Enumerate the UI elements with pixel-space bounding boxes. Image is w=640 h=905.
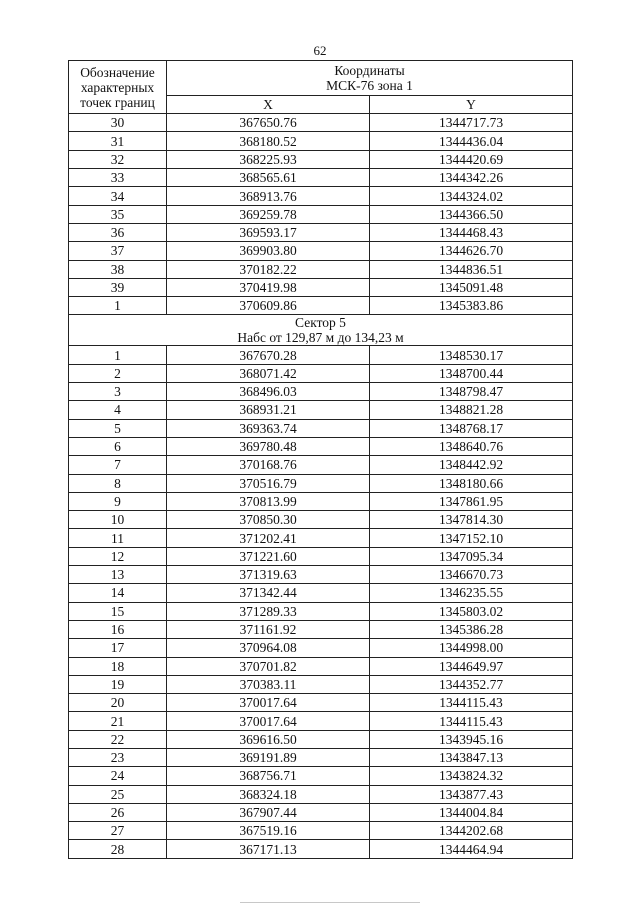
cell-y: 1346235.55 [370, 584, 573, 602]
cell-y: 1344626.70 [370, 242, 573, 260]
cell-point-id: 23 [69, 748, 167, 766]
header-x: X [167, 96, 370, 114]
header-designation [69, 61, 167, 114]
cell-y: 1345803.02 [370, 602, 573, 620]
cell-point-id: 32 [69, 150, 167, 168]
table-row [69, 602, 573, 620]
table-row [69, 278, 573, 296]
cell-x: 367519.16 [167, 822, 370, 840]
cell-x: 370168.76 [167, 456, 370, 474]
cell-x: 370701.82 [167, 657, 370, 675]
cell-point-id: 6 [69, 437, 167, 455]
cell-point-id: 24 [69, 767, 167, 785]
cell-y: 1343945.16 [370, 730, 573, 748]
table-row [69, 187, 573, 205]
table-row [69, 584, 573, 602]
table-row [69, 223, 573, 241]
cell-point-id: 11 [69, 529, 167, 547]
cell-point-id: 13 [69, 566, 167, 584]
table-row [69, 547, 573, 565]
cell-x: 369593.17 [167, 223, 370, 241]
cell-y: 1348821.28 [370, 401, 573, 419]
cell-x: 370017.64 [167, 694, 370, 712]
cell-y: 1344342.26 [370, 169, 573, 187]
table-row [69, 730, 573, 748]
cell-point-id: 1 [69, 297, 167, 315]
table-row [69, 492, 573, 510]
cell-x: 370383.11 [167, 675, 370, 693]
cell-x: 367670.28 [167, 346, 370, 364]
cell-point-id: 2 [69, 364, 167, 382]
cell-x: 369259.78 [167, 205, 370, 223]
cell-y: 1348442.92 [370, 456, 573, 474]
cell-point-id: 7 [69, 456, 167, 474]
cell-point-id: 22 [69, 730, 167, 748]
header-coordinates [167, 61, 573, 96]
cell-x: 369780.48 [167, 437, 370, 455]
cell-y: 1344649.97 [370, 657, 573, 675]
cell-point-id: 5 [69, 419, 167, 437]
cell-x: 371342.44 [167, 584, 370, 602]
cell-point-id: 33 [69, 169, 167, 187]
cell-point-id: 3 [69, 383, 167, 401]
cell-point-id: 14 [69, 584, 167, 602]
header-designation-line: Обозначение [80, 64, 155, 80]
table-row [69, 205, 573, 223]
table-row [69, 748, 573, 766]
header-y: Y [370, 96, 573, 114]
cell-point-id: 9 [69, 492, 167, 510]
cell-x: 368931.21 [167, 401, 370, 419]
cell-y: 1346670.73 [370, 566, 573, 584]
table-row [69, 803, 573, 821]
cell-point-id: 12 [69, 547, 167, 565]
table-row [69, 822, 573, 840]
cell-point-id: 25 [69, 785, 167, 803]
header-coords-title: Координаты [334, 63, 405, 78]
coordinates-table-body [69, 61, 573, 859]
cell-point-id: 27 [69, 822, 167, 840]
cell-x: 370017.64 [167, 712, 370, 730]
cell-y: 1343877.43 [370, 785, 573, 803]
table-row [69, 694, 573, 712]
cell-y: 1348798.47 [370, 383, 573, 401]
cell-y: 1344352.77 [370, 675, 573, 693]
cell-x: 368225.93 [167, 150, 370, 168]
table-row [69, 840, 573, 858]
cell-y: 1348180.66 [370, 474, 573, 492]
table-row [69, 657, 573, 675]
table-row [69, 675, 573, 693]
sector-height-range: Набс от 129,87 м до 134,23 м [237, 330, 404, 346]
table-header-row [69, 61, 573, 96]
cell-x: 369616.50 [167, 730, 370, 748]
table-row [69, 242, 573, 260]
table-row [69, 114, 573, 132]
cell-point-id: 19 [69, 675, 167, 693]
cell-x: 371289.33 [167, 602, 370, 620]
scan-edge-line [240, 902, 420, 903]
cell-point-id: 34 [69, 187, 167, 205]
table-row [69, 260, 573, 278]
cell-x: 369903.80 [167, 242, 370, 260]
cell-y: 1347861.95 [370, 492, 573, 510]
table-row [69, 566, 573, 584]
cell-y: 1345383.86 [370, 297, 573, 315]
table-row [69, 785, 573, 803]
cell-point-id: 35 [69, 205, 167, 223]
cell-y: 1347814.30 [370, 511, 573, 529]
cell-point-id: 30 [69, 114, 167, 132]
page-number: 62 [313, 43, 327, 58]
cell-point-id: 36 [69, 223, 167, 241]
cell-point-id: 20 [69, 694, 167, 712]
cell-y: 1344115.43 [370, 694, 573, 712]
cell-x: 370419.98 [167, 278, 370, 296]
cell-point-id: 1 [69, 346, 167, 364]
cell-y: 1344836.51 [370, 260, 573, 278]
cell-y: 1344464.94 [370, 840, 573, 858]
cell-x: 370609.86 [167, 297, 370, 315]
cell-x: 368756.71 [167, 767, 370, 785]
table-row [69, 529, 573, 547]
cell-x: 368496.03 [167, 383, 370, 401]
cell-y: 1348700.44 [370, 364, 573, 382]
cell-point-id: 26 [69, 803, 167, 821]
cell-y: 1347152.10 [370, 529, 573, 547]
table-row [69, 401, 573, 419]
cell-point-id: 16 [69, 620, 167, 638]
coordinates-table [68, 60, 573, 859]
cell-x: 370964.08 [167, 639, 370, 657]
table-row [69, 364, 573, 382]
cell-point-id: 15 [69, 602, 167, 620]
table-row [69, 419, 573, 437]
table-row [69, 346, 573, 364]
cell-x: 368324.18 [167, 785, 370, 803]
cell-x: 368071.42 [167, 364, 370, 382]
cell-y: 1344420.69 [370, 150, 573, 168]
table-row [69, 767, 573, 785]
cell-x: 371221.60 [167, 547, 370, 565]
cell-y: 1343847.13 [370, 748, 573, 766]
cell-point-id: 10 [69, 511, 167, 529]
cell-y: 1344115.43 [370, 712, 573, 730]
cell-x: 370182.22 [167, 260, 370, 278]
table-row [69, 383, 573, 401]
cell-x: 368565.61 [167, 169, 370, 187]
cell-x: 368180.52 [167, 132, 370, 150]
table-row [69, 169, 573, 187]
cell-point-id: 39 [69, 278, 167, 296]
cell-point-id: 28 [69, 840, 167, 858]
header-designation-line: характерных [80, 79, 155, 95]
table-row [69, 712, 573, 730]
cell-y: 1343824.32 [370, 767, 573, 785]
cell-y: 1344998.00 [370, 639, 573, 657]
table-row [69, 511, 573, 529]
header-coords-system: МСК-76 зона 1 [326, 78, 413, 93]
cell-y: 1348768.17 [370, 419, 573, 437]
cell-point-id: 21 [69, 712, 167, 730]
cell-y: 1344468.43 [370, 223, 573, 241]
cell-y: 1347095.34 [370, 547, 573, 565]
cell-x: 368913.76 [167, 187, 370, 205]
cell-x: 371202.41 [167, 529, 370, 547]
header-designation-line: точек границ [80, 94, 155, 110]
cell-y: 1348530.17 [370, 346, 573, 364]
cell-x: 367650.76 [167, 114, 370, 132]
cell-x: 369363.74 [167, 419, 370, 437]
cell-x: 367171.13 [167, 840, 370, 858]
table-row [69, 132, 573, 150]
cell-point-id: 37 [69, 242, 167, 260]
cell-x: 369191.89 [167, 748, 370, 766]
cell-point-id: 38 [69, 260, 167, 278]
table-row [69, 437, 573, 455]
cell-point-id: 4 [69, 401, 167, 419]
sector-title: Сектор 5 [295, 315, 346, 331]
cell-y: 1345091.48 [370, 278, 573, 296]
cell-point-id: 17 [69, 639, 167, 657]
table-row [69, 150, 573, 168]
table-row [69, 620, 573, 638]
cell-point-id: 31 [69, 132, 167, 150]
sector-row [69, 315, 573, 346]
cell-point-id: 18 [69, 657, 167, 675]
cell-y: 1344717.73 [370, 114, 573, 132]
table-row [69, 639, 573, 657]
sector-heading [69, 315, 573, 346]
cell-x: 367907.44 [167, 803, 370, 821]
table-row [69, 474, 573, 492]
cell-y: 1344004.84 [370, 803, 573, 821]
cell-x: 371161.92 [167, 620, 370, 638]
cell-y: 1344324.02 [370, 187, 573, 205]
cell-point-id: 8 [69, 474, 167, 492]
table-row [69, 456, 573, 474]
cell-y: 1348640.76 [370, 437, 573, 455]
table-row [69, 297, 573, 315]
cell-x: 370850.30 [167, 511, 370, 529]
cell-y: 1344366.50 [370, 205, 573, 223]
cell-x: 370516.79 [167, 474, 370, 492]
cell-x: 370813.99 [167, 492, 370, 510]
cell-y: 1344436.04 [370, 132, 573, 150]
cell-y: 1345386.28 [370, 620, 573, 638]
cell-x: 371319.63 [167, 566, 370, 584]
cell-y: 1344202.68 [370, 822, 573, 840]
